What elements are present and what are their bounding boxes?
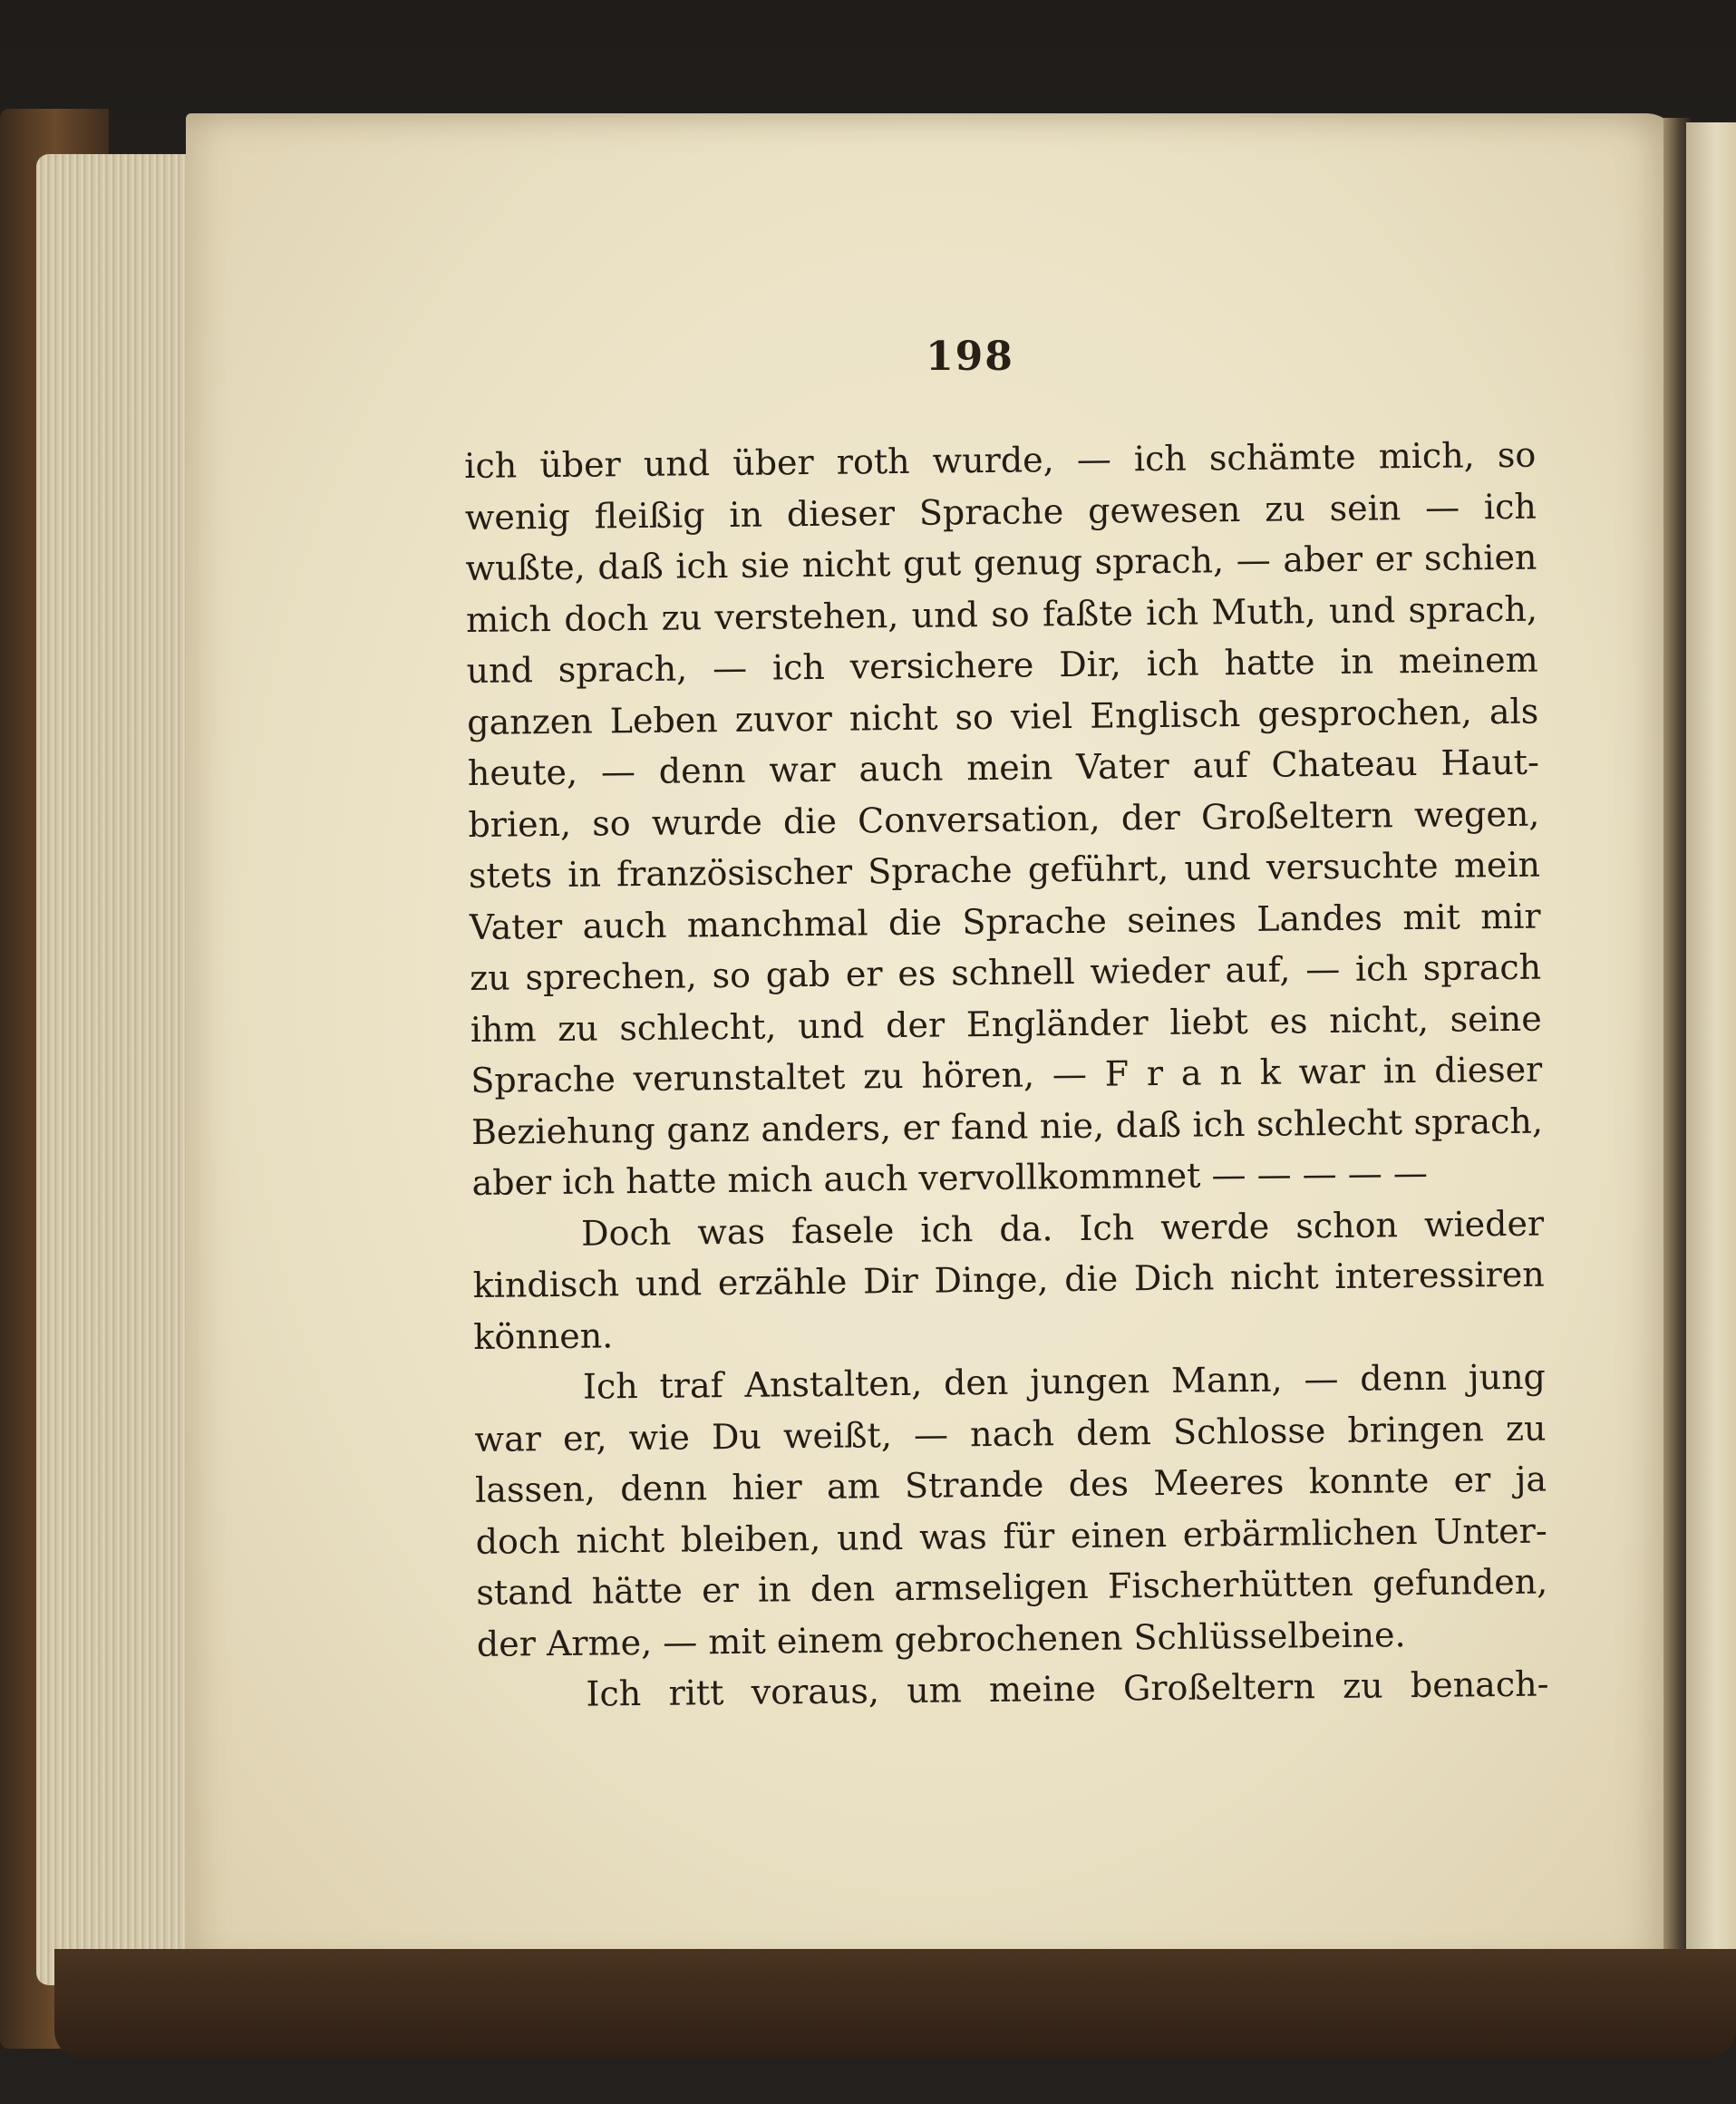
text-line: zu sprechen, so gab er es schnell wieder auf, — ich sprach xyxy=(469,946,1542,998)
text-line: war er, wie Du weißt, — nach dem Schlosse bringen zu xyxy=(474,1408,1547,1459)
text-line: ihm zu schlecht, und der Engländer liebt es nicht, seine xyxy=(470,998,1542,1050)
text-line: der Arme, — mit einem gebrochenen Schlüsselbeine. xyxy=(476,1614,1406,1664)
text-line: ich über und über roth wurde, — ich schämte mich, so xyxy=(464,434,1537,486)
text-line: heute, — denn war auch mein Vater auf Chateau Haut- xyxy=(467,742,1540,793)
book-cover-bottom xyxy=(54,1949,1736,2058)
text-line: doch nicht bleiben, und was für einen erbärmlichen Unter- xyxy=(475,1510,1547,1562)
text-line: mich doch zu verstehen, und so faßte ich Muth, und sprach, xyxy=(465,588,1538,640)
facing-page-edge xyxy=(1686,122,1736,1963)
text-line: und sprach, — ich versichere Dir, ich hatte in meinem xyxy=(466,639,1538,691)
text-line: lassen, denn hier am Strande des Meeres konnte er ja xyxy=(474,1459,1547,1510)
text-line: stand hätte er in den armseligen Fischerhütten gefunden, xyxy=(476,1561,1548,1613)
text-line: kindisch und erzähle Dir Dinge, die Dich nicht interessiren xyxy=(472,1254,1545,1305)
text-line: wenig fleißig in dieser Sprache gewesen zu sein — ich xyxy=(464,486,1537,538)
text-line: können. xyxy=(473,1314,614,1357)
text-line: Vater auch manchmal die Sprache seines Landes mit mir xyxy=(469,896,1541,947)
text-line: Sprache verunstaltet zu hören, — F r a n k war in dieser xyxy=(470,1049,1543,1100)
text-line: Beziehung ganz anders, er fand nie, daß ich schlecht sprach, xyxy=(470,1100,1544,1152)
text-line: aber ich hatte mich auch vervollkommnet — — — — — xyxy=(471,1152,1429,1203)
text-line: Ich ritt voraus, um meine Großeltern zu benach- xyxy=(586,1663,1549,1714)
text-line: stets in französischer Sprache geführt, und versuchte mein xyxy=(468,844,1541,896)
body-text xyxy=(464,430,1549,1721)
text-line: Ich traf Anstalten, den jungen Mann, — denn jung xyxy=(582,1356,1547,1407)
text-line: ganzen Leben zuvor nicht so viel Englisch gesprochen, als xyxy=(467,691,1539,742)
page-number: 198 xyxy=(926,334,1014,380)
text-line: wußte, daß ich sie nicht gut genug sprach, — aber er schien xyxy=(465,537,1537,588)
text-line: brien, so wurde die Conversation, der Großeltern wegen, xyxy=(468,793,1540,845)
text-line: Doch was fasele ich da. Ich werde schon wieder xyxy=(580,1203,1545,1254)
